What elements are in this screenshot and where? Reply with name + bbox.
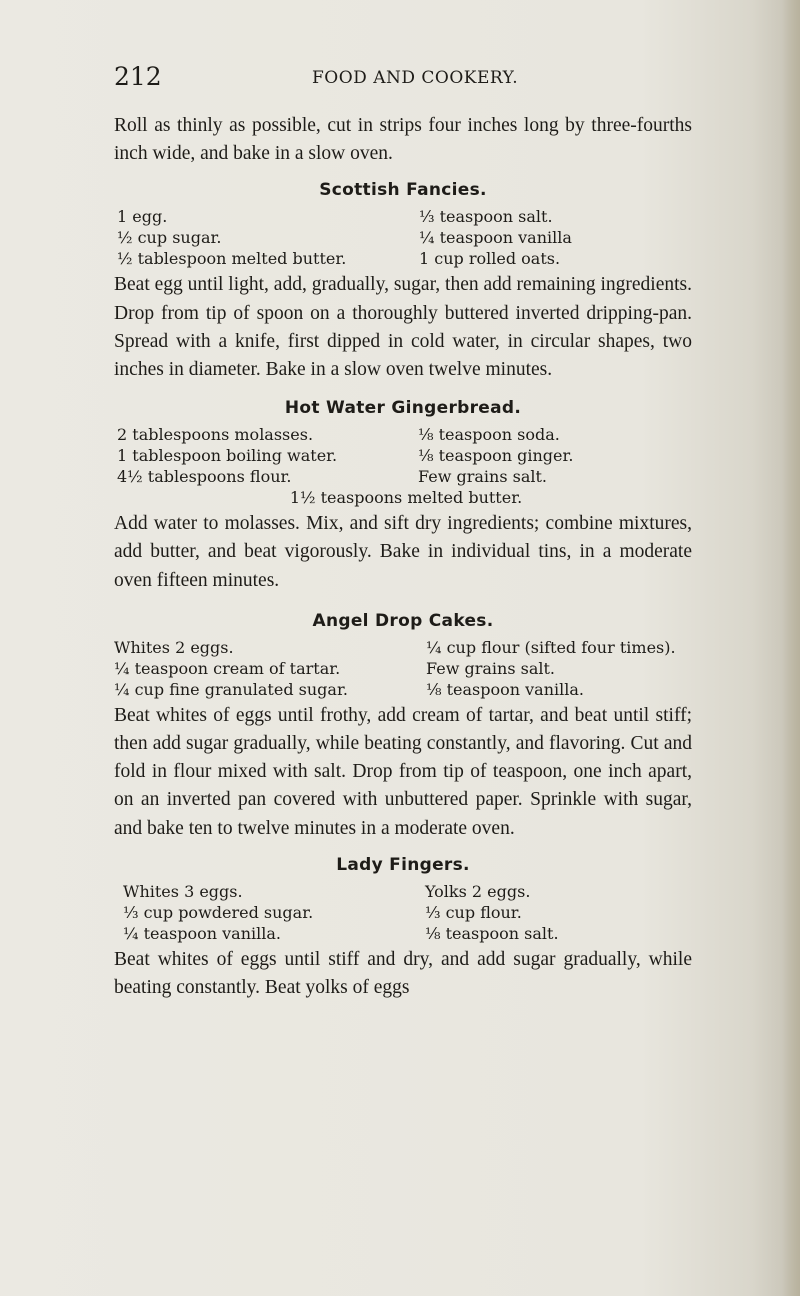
ingredient: ⅓ cup powdered sugar. [123,902,314,922]
ingredient: 1 cup rolled oats. [419,249,561,269]
ingredient: 1½ teaspoons melted butter. [289,488,523,508]
ingredient: ⅛ teaspoon salt. [425,923,559,943]
ingredient: ⅛ teaspoon vanilla. [426,679,584,699]
ingredient: ½ tablespoon melted butter. [117,249,347,269]
ingredient: ⅓ cup flour. [425,902,522,922]
ingredient: 1 tablespoon boiling water. [117,446,338,466]
ingredient: Whites 2 eggs. [114,637,234,657]
ingredient-list [114,424,692,508]
ingredient: 1 egg. [117,207,168,227]
ingredient: 2 tablespoons molasses. [117,425,314,445]
recipe-directions: Beat egg until light, add, gradually, sugar, then add remaining ingredients. Drop from tip of spoon on a thoroughly buttered inverted dripping-pan. Spread with a knife, first dipped in cold water, in circular shapes, two inches in diameter. Bake in a slow oven twelve minutes. [114,274,692,381]
ingredient: ⅛ teaspoon ginger. [418,446,574,466]
page-edge-shadow [782,0,800,1296]
running-head [114,62,714,92]
ingredient-list [114,637,692,700]
ingredient: ⅛ teaspoon soda. [418,425,560,445]
recipe-directions: Beat whites of eggs until frothy, add cream of tartar, and beat until stiff; then add sugar gradually, while beating constantly, and flavoring. Cut and fold in flour mixed with salt. Drop from tip of teaspoon, one inch apart, on an inverted pan covered with unbuttered paper. Sprinkle with sugar, and bake ten to twelve minutes in a moderate oven. [114,704,692,839]
recipe-directions: Add water to molasses. Mix, and sift dry ingredients; combine mixtures, add butter, and beat vigorously. Bake in individual tins, in a moderate oven fifteen minutes. [114,513,692,591]
ingredient: Few grains salt. [418,467,548,487]
ingredient: Yolks 2 eggs. [425,881,531,901]
ingredient: ¼ teaspoon cream of tartar. [114,658,341,678]
ingredient: Whites 3 eggs. [123,881,243,901]
ingredient: ¼ cup flour (sifted four times). [426,637,676,657]
ingredient: 4½ tablespoons flour. [117,467,292,487]
intro-paragraph: Roll as thinly as possible, cut in strips four inches long by three-fourths inch wide, and bake in a slow oven. [114,115,692,165]
running-head-title: FOOD AND COOKERY. [312,68,519,88]
recipe-title: Lady Fingers. [336,854,470,875]
ingredient: ¼ cup fine granulated sugar. [114,679,348,699]
ingredient: ¼ teaspoon vanilla. [123,923,281,943]
recipe-title: Angel Drop Cakes. [312,610,494,631]
ingredient: ¼ teaspoon vanilla [419,228,572,248]
ingredient-list [114,881,692,944]
ingredient: ⅓ teaspoon salt. [419,207,553,227]
recipe-title: Scottish Fancies. [319,180,487,201]
page-content [114,112,692,1002]
page-number: 212 [114,62,162,91]
recipe-directions: Beat whites of eggs until stiff and dry, and add sugar gradually, while beating constantly. Beat yolks of eggs [114,948,692,999]
ingredient: Few grains salt. [426,658,556,678]
ingredient: ½ cup sugar. [117,228,222,248]
ingredient-list [114,206,692,269]
recipe-title: Hot Water Gingerbread. [284,398,522,419]
